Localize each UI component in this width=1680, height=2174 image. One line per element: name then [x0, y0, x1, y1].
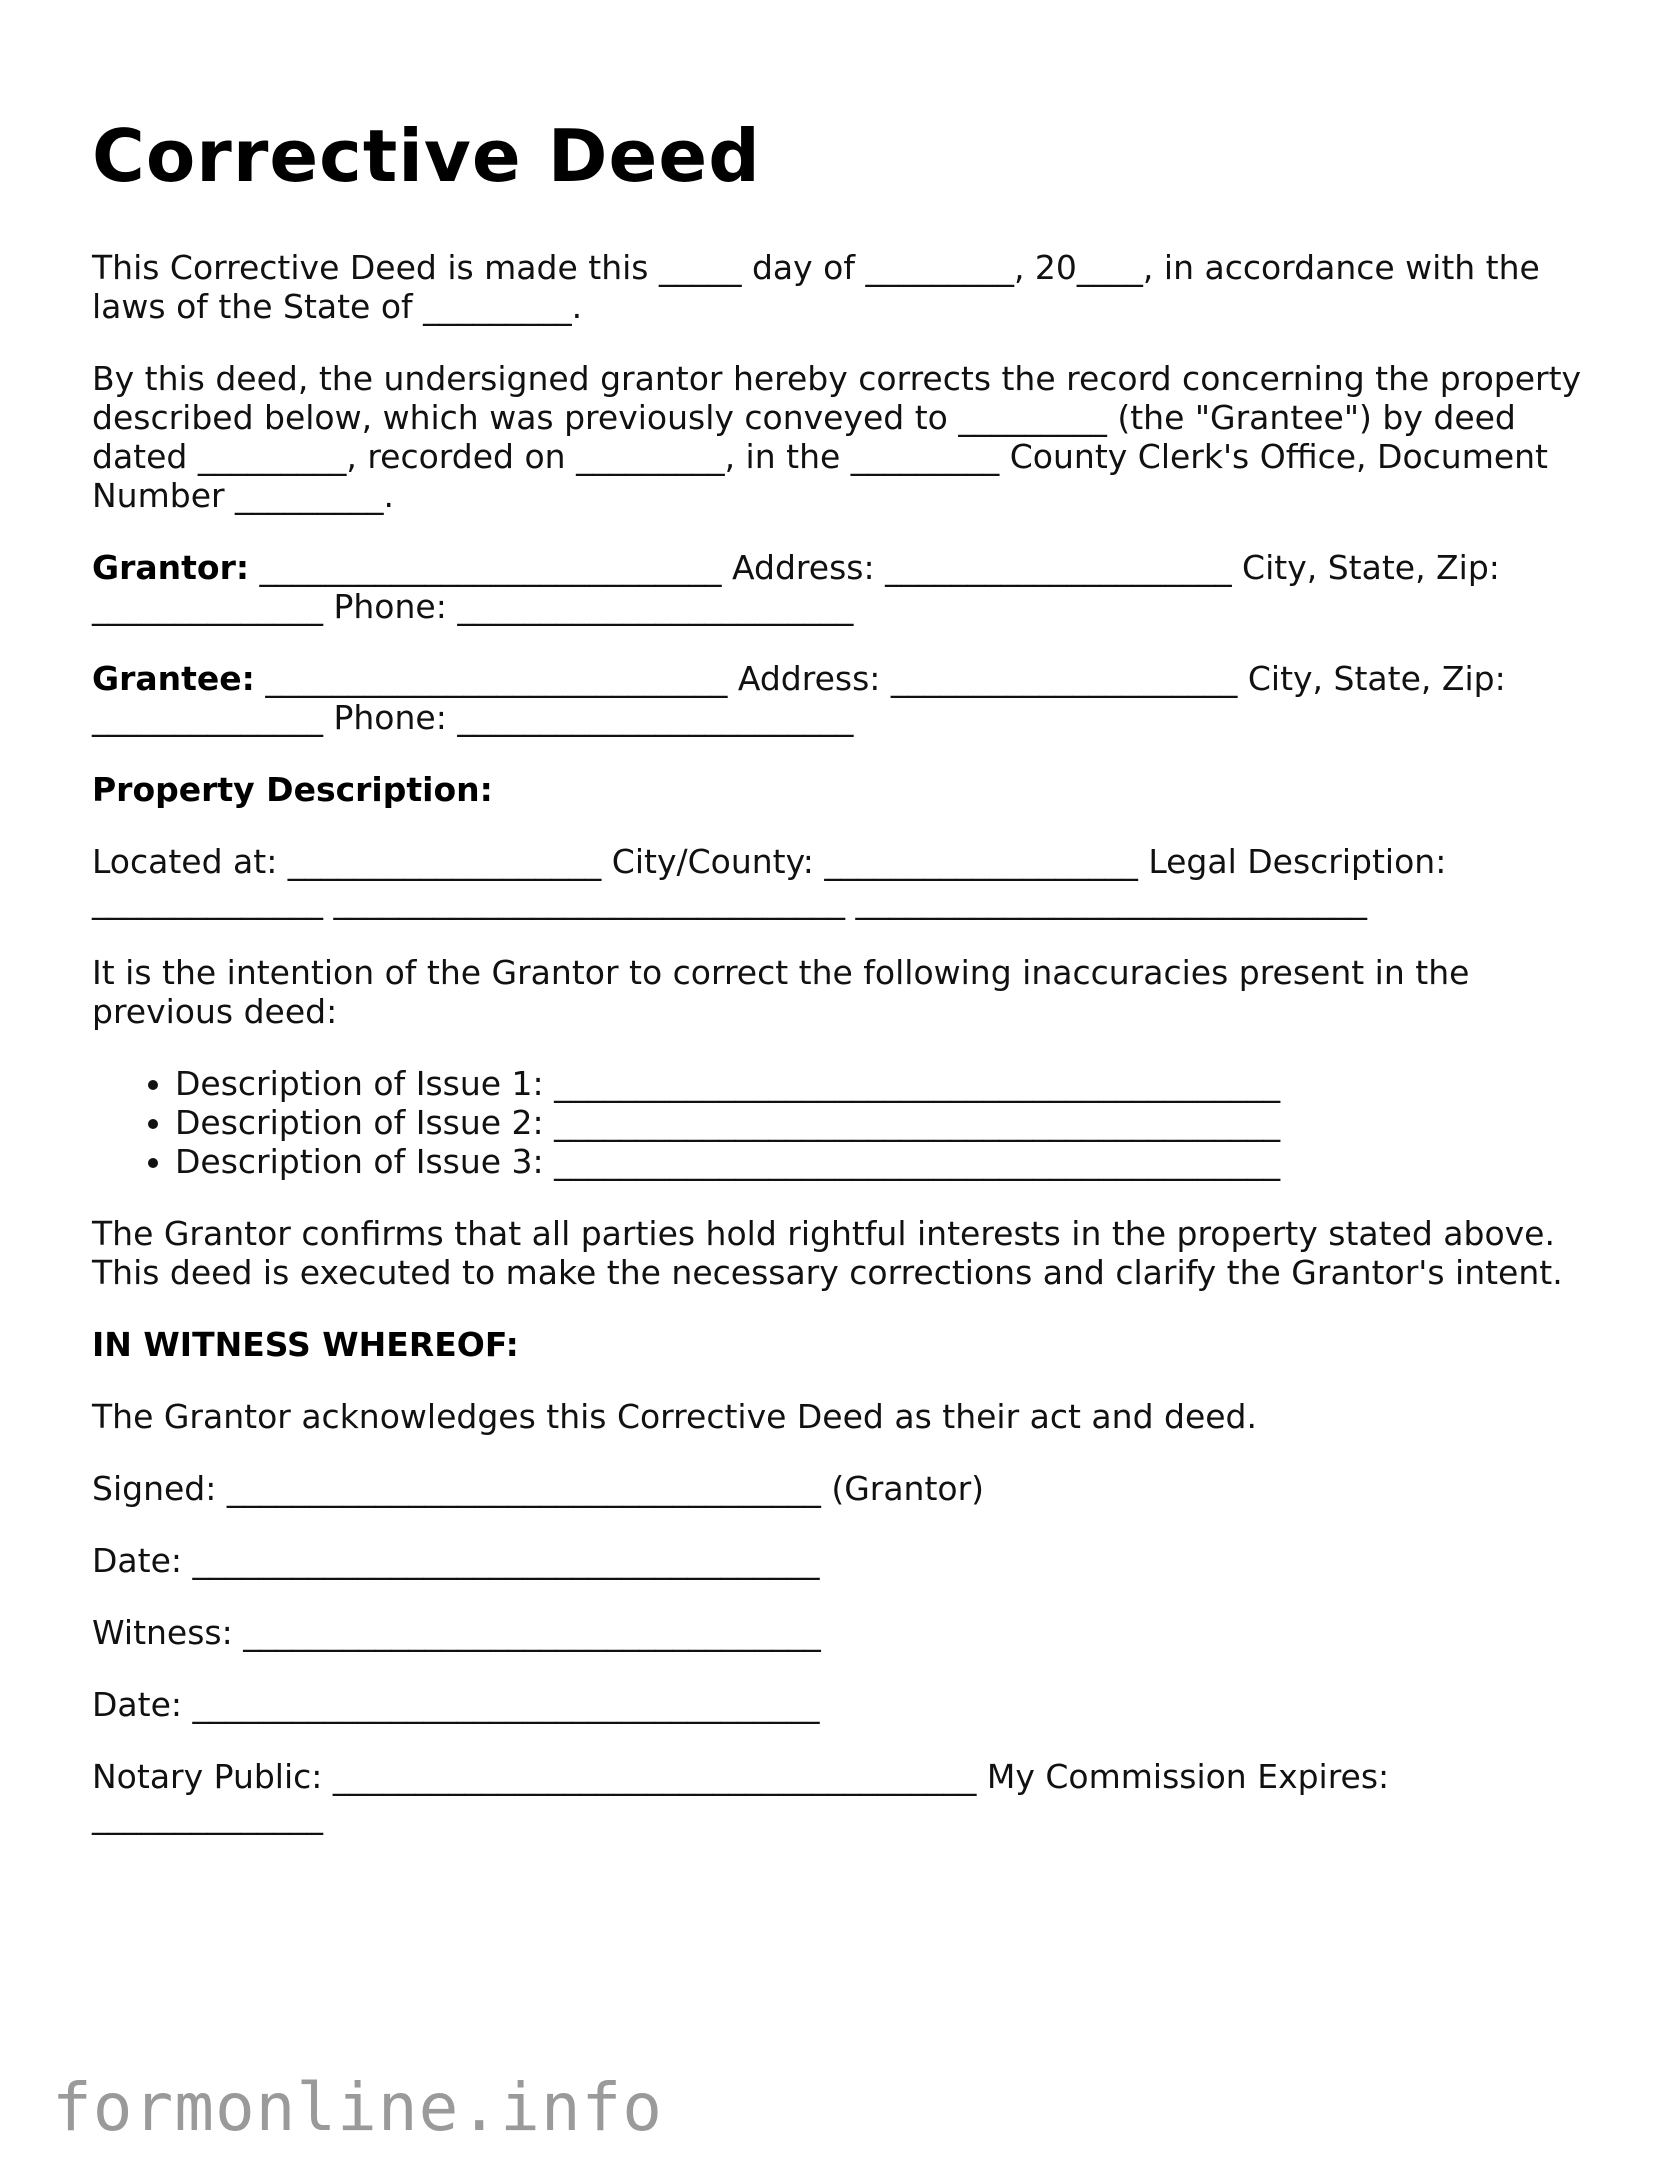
correction-statement: By this deed, the undersigned grantor hereby corrects the record concerning the property described below, which was previously conveyed to _________ (the "Grantee") by deed dated _________, recorded on _________, in the _________ County Clerk's Office, Document Number _________. [92, 359, 1582, 515]
document-title: Corrective Deed [92, 114, 761, 198]
grantee-label: Grantee: [92, 659, 255, 698]
grantor-fields: ____________________________ Address: _____________________ City, State, Zip: ______________ Phone: ________________________ [92, 548, 1500, 626]
property-heading: Property Description: [92, 770, 493, 809]
grantor-label: Grantor: [92, 548, 250, 587]
issues-list [92, 1064, 1612, 1181]
grantor-section [92, 548, 1612, 626]
issue-item-1: • Description of Issue 1: ____________________________________________ [175, 1064, 1612, 1103]
acknowledgment-paragraph: The Grantor acknowledges this Corrective Deed as their act and deed. [92, 1397, 1257, 1436]
signed-line: Signed: ____________________________________ (Grantor) [92, 1469, 985, 1508]
confirmation-paragraph: The Grantor confirms that all parties hold rightful interests in the property stated above. This deed is executed to make the necessary corrections and clarify the Grantor's intent. [92, 1214, 1563, 1292]
grantee-fields: ____________________________ Address: _____________________ City, State, Zip: ______________ Phone: ________________________ [92, 659, 1506, 737]
intro-paragraph: This Corrective Deed is made this _____ day of _________, 20____, in accordance with the laws of the State of _________. [92, 248, 1540, 326]
date-line-witness: Date: ______________________________________ [92, 1685, 820, 1724]
date-line-grantor: Date: ______________________________________ [92, 1541, 820, 1580]
intention-paragraph: It is the intention of the Grantor to correct the following inaccuracies present in the previous deed: [92, 953, 1470, 1031]
notary-line: Notary Public: _______________________________________ My Commission Expires: ______________ [92, 1757, 1390, 1835]
witness-line: Witness: ___________________________________ [92, 1613, 821, 1652]
deed-document [92, 112, 1612, 1868]
witness-heading: IN WITNESS WHEREOF: [92, 1325, 519, 1364]
property-fields: Located at: ___________________ City/County: ___________________ Legal Description: ______________ _______________________________ _______________________________ [92, 842, 1447, 920]
issue-item-2: • Description of Issue 2: ____________________________________________ [175, 1103, 1612, 1142]
watermark-text: formonline.info [52, 2069, 664, 2146]
grantee-section [92, 659, 1612, 737]
issue-item-3: • Description of Issue 3: ____________________________________________ [175, 1142, 1612, 1181]
